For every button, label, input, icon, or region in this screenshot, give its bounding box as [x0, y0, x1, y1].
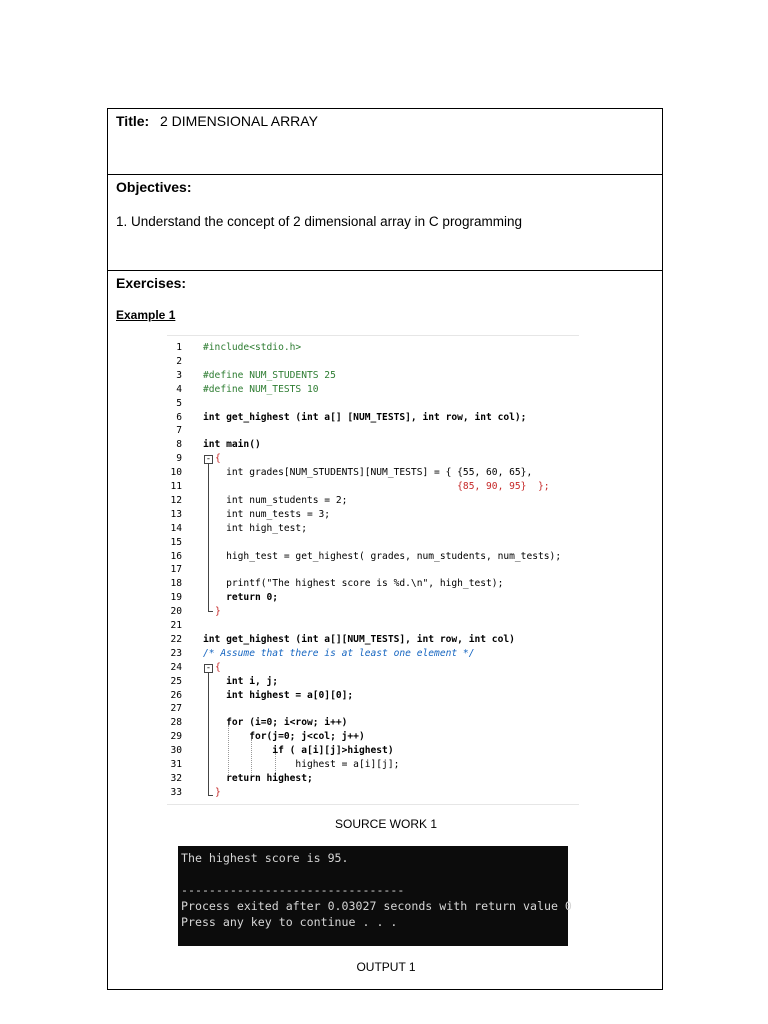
code-line: 27 [170, 703, 182, 715]
code-line: 1 #include<stdio.h> [176, 342, 302, 353]
console-line: The highest score is 95. [181, 851, 349, 865]
title-value: 2 DIMENSIONAL ARRAY [160, 113, 318, 129]
objectives-section [107, 174, 663, 271]
code-line: 33 } [170, 786, 221, 798]
code-line: 12 int num_students = 2; [170, 494, 348, 506]
console-line: Process exited after 0.03027 seconds with return value 0 [181, 899, 572, 913]
objective-item: 1. Understand the concept of 2 dimensional array in C programming [116, 214, 522, 229]
title-label: Title: [116, 113, 150, 129]
code-line: 26 int highest = a[0][0]; [170, 689, 354, 701]
code-line: 3 #define NUM_STUDENTS 25 [176, 369, 336, 381]
code-line: 10 int grades[NUM_STUDENTS][NUM_TESTS] = { {55, 60, 65}, [170, 467, 533, 479]
code-line: 6 int get_highest (int a[] [NUM_TESTS], int row, int col); [176, 411, 527, 423]
title-section [107, 108, 663, 175]
example-label: Example 1 [116, 308, 176, 322]
code-line: 28 for (i=0; i<row; i++) [170, 717, 348, 729]
console-line: Press any key to continue . . . [181, 915, 398, 929]
code-line: 17 [170, 564, 182, 576]
code-line: 7 [176, 425, 182, 437]
code-line: 5 [176, 397, 182, 409]
source-code-screenshot [167, 335, 579, 805]
code-line: 19 return 0; [170, 592, 279, 604]
source-caption: SOURCE WORK 1 [334, 817, 437, 831]
code-line: 25 int i, j; [170, 675, 279, 687]
code-line: 13 int num_tests = 3; [170, 508, 331, 520]
code-line: 30 if ( a[i][j]>highest) [170, 745, 394, 757]
code-line: 29 for(j=0; j<col; j++) [170, 731, 365, 743]
code-line: 22 int get_highest (int a[][NUM_TESTS], int row, int col) [170, 633, 515, 645]
code-line: 2 [176, 355, 182, 367]
code-line: 20 } [170, 606, 221, 618]
fold-toggle-icon: - [205, 663, 212, 673]
code-line: 15 [170, 536, 182, 548]
objectives-label: Objectives: [116, 179, 192, 195]
code-line: 8 int main() [176, 439, 261, 451]
code-line: 21 [170, 620, 182, 631]
code-line: 23 /* Assume that there is at least one element */ [170, 647, 475, 659]
output-caption: OUTPUT 1 [356, 960, 416, 974]
code-line: 14 int high_test; [170, 522, 307, 534]
code-line: 16 high_test = get_highest( grades, num_students, num_tests); [170, 550, 562, 562]
code-line: 11 {85, 90, 95} }; [170, 481, 550, 492]
exercises-label: Exercises: [116, 275, 187, 291]
code-line: 31 highest = a[i][j]; [170, 759, 400, 770]
console-line: -------------------------------- [181, 883, 405, 897]
code-line: 24 { [170, 661, 221, 673]
code-line: 32 return highest; [170, 772, 313, 784]
exercises-section [107, 270, 663, 990]
console-output-screenshot [178, 846, 572, 946]
code-line: 4 #define NUM_TESTS 10 [176, 383, 319, 395]
code-line: 18 printf("The highest score is %d.\n", high_test); [170, 578, 504, 590]
fold-toggle-icon: - [205, 454, 212, 464]
code-line: 9 { [176, 453, 221, 465]
